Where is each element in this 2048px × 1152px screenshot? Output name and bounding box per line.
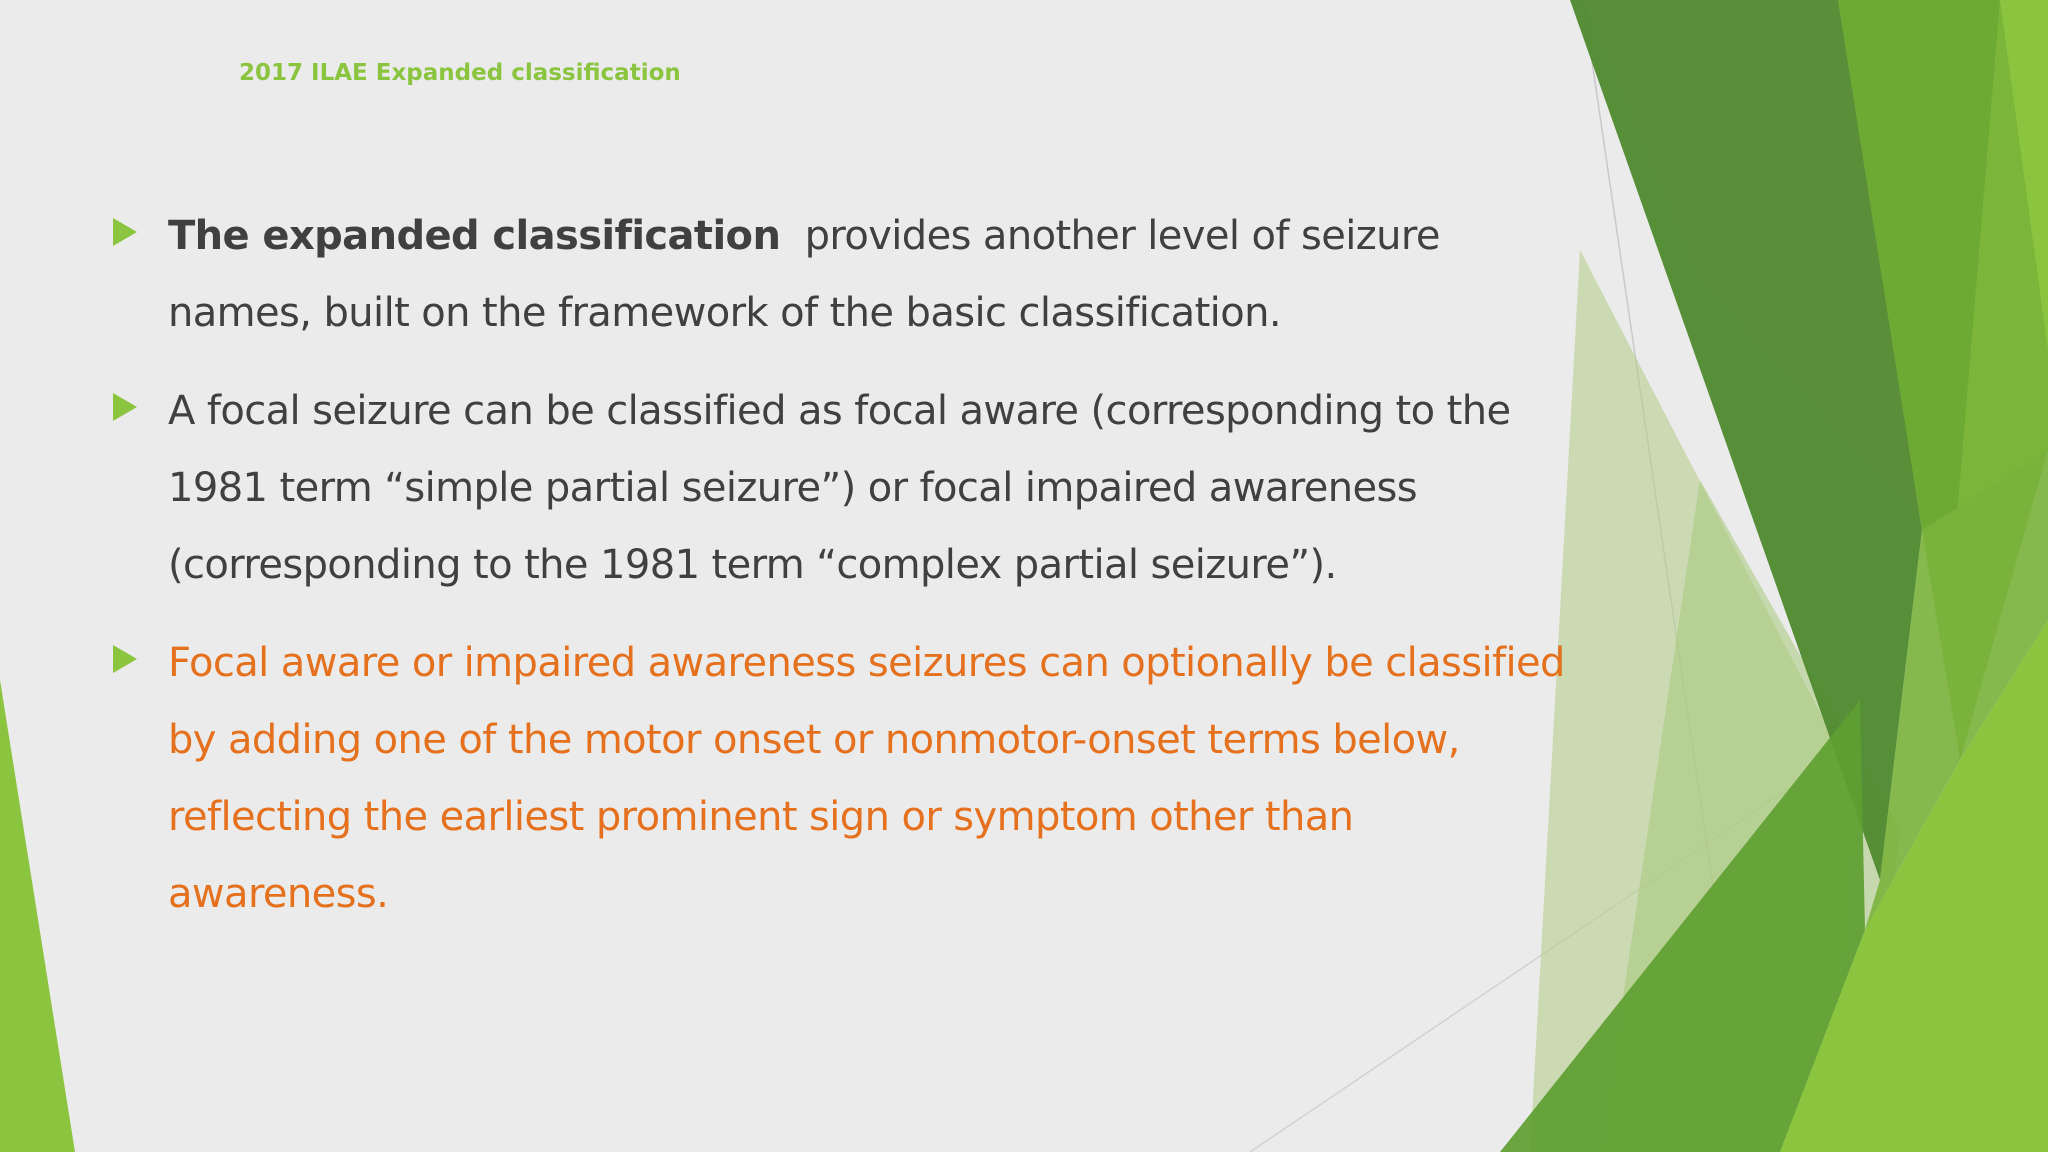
bullet-1-text: provides another level of seizure names, built on the framework of the basic classification. (168, 213, 1440, 336)
bullet-arrow-icon (113, 393, 137, 421)
bullet-item-2 (110, 373, 1580, 604)
bullet-arrow-icon (113, 645, 137, 673)
bullet-3-text: Focal aware or impaired awareness seizures can optionally be classified by adding one of the motor onset or nonmotor-onset terms below, reflecting the earliest prominent sign or symptom other than awareness. (168, 640, 1565, 917)
bullet-2-text: A focal seizure can be classified as focal aware (corresponding to the 1981 term “simple partial seizure”) or focal impaired awareness (corresponding to the 1981 term “complex partial seizure”). (168, 388, 1511, 588)
bullet-arrow-icon (113, 218, 137, 246)
bullet-list (110, 198, 1580, 954)
bullet-1-lead: The expanded classification (168, 213, 781, 259)
bullet-item-1 (110, 198, 1580, 352)
bullet-item-3 (110, 625, 1580, 933)
slide-title: 2017 ILAE Expanded classification (239, 60, 681, 86)
left-green-facet (0, 680, 75, 1152)
